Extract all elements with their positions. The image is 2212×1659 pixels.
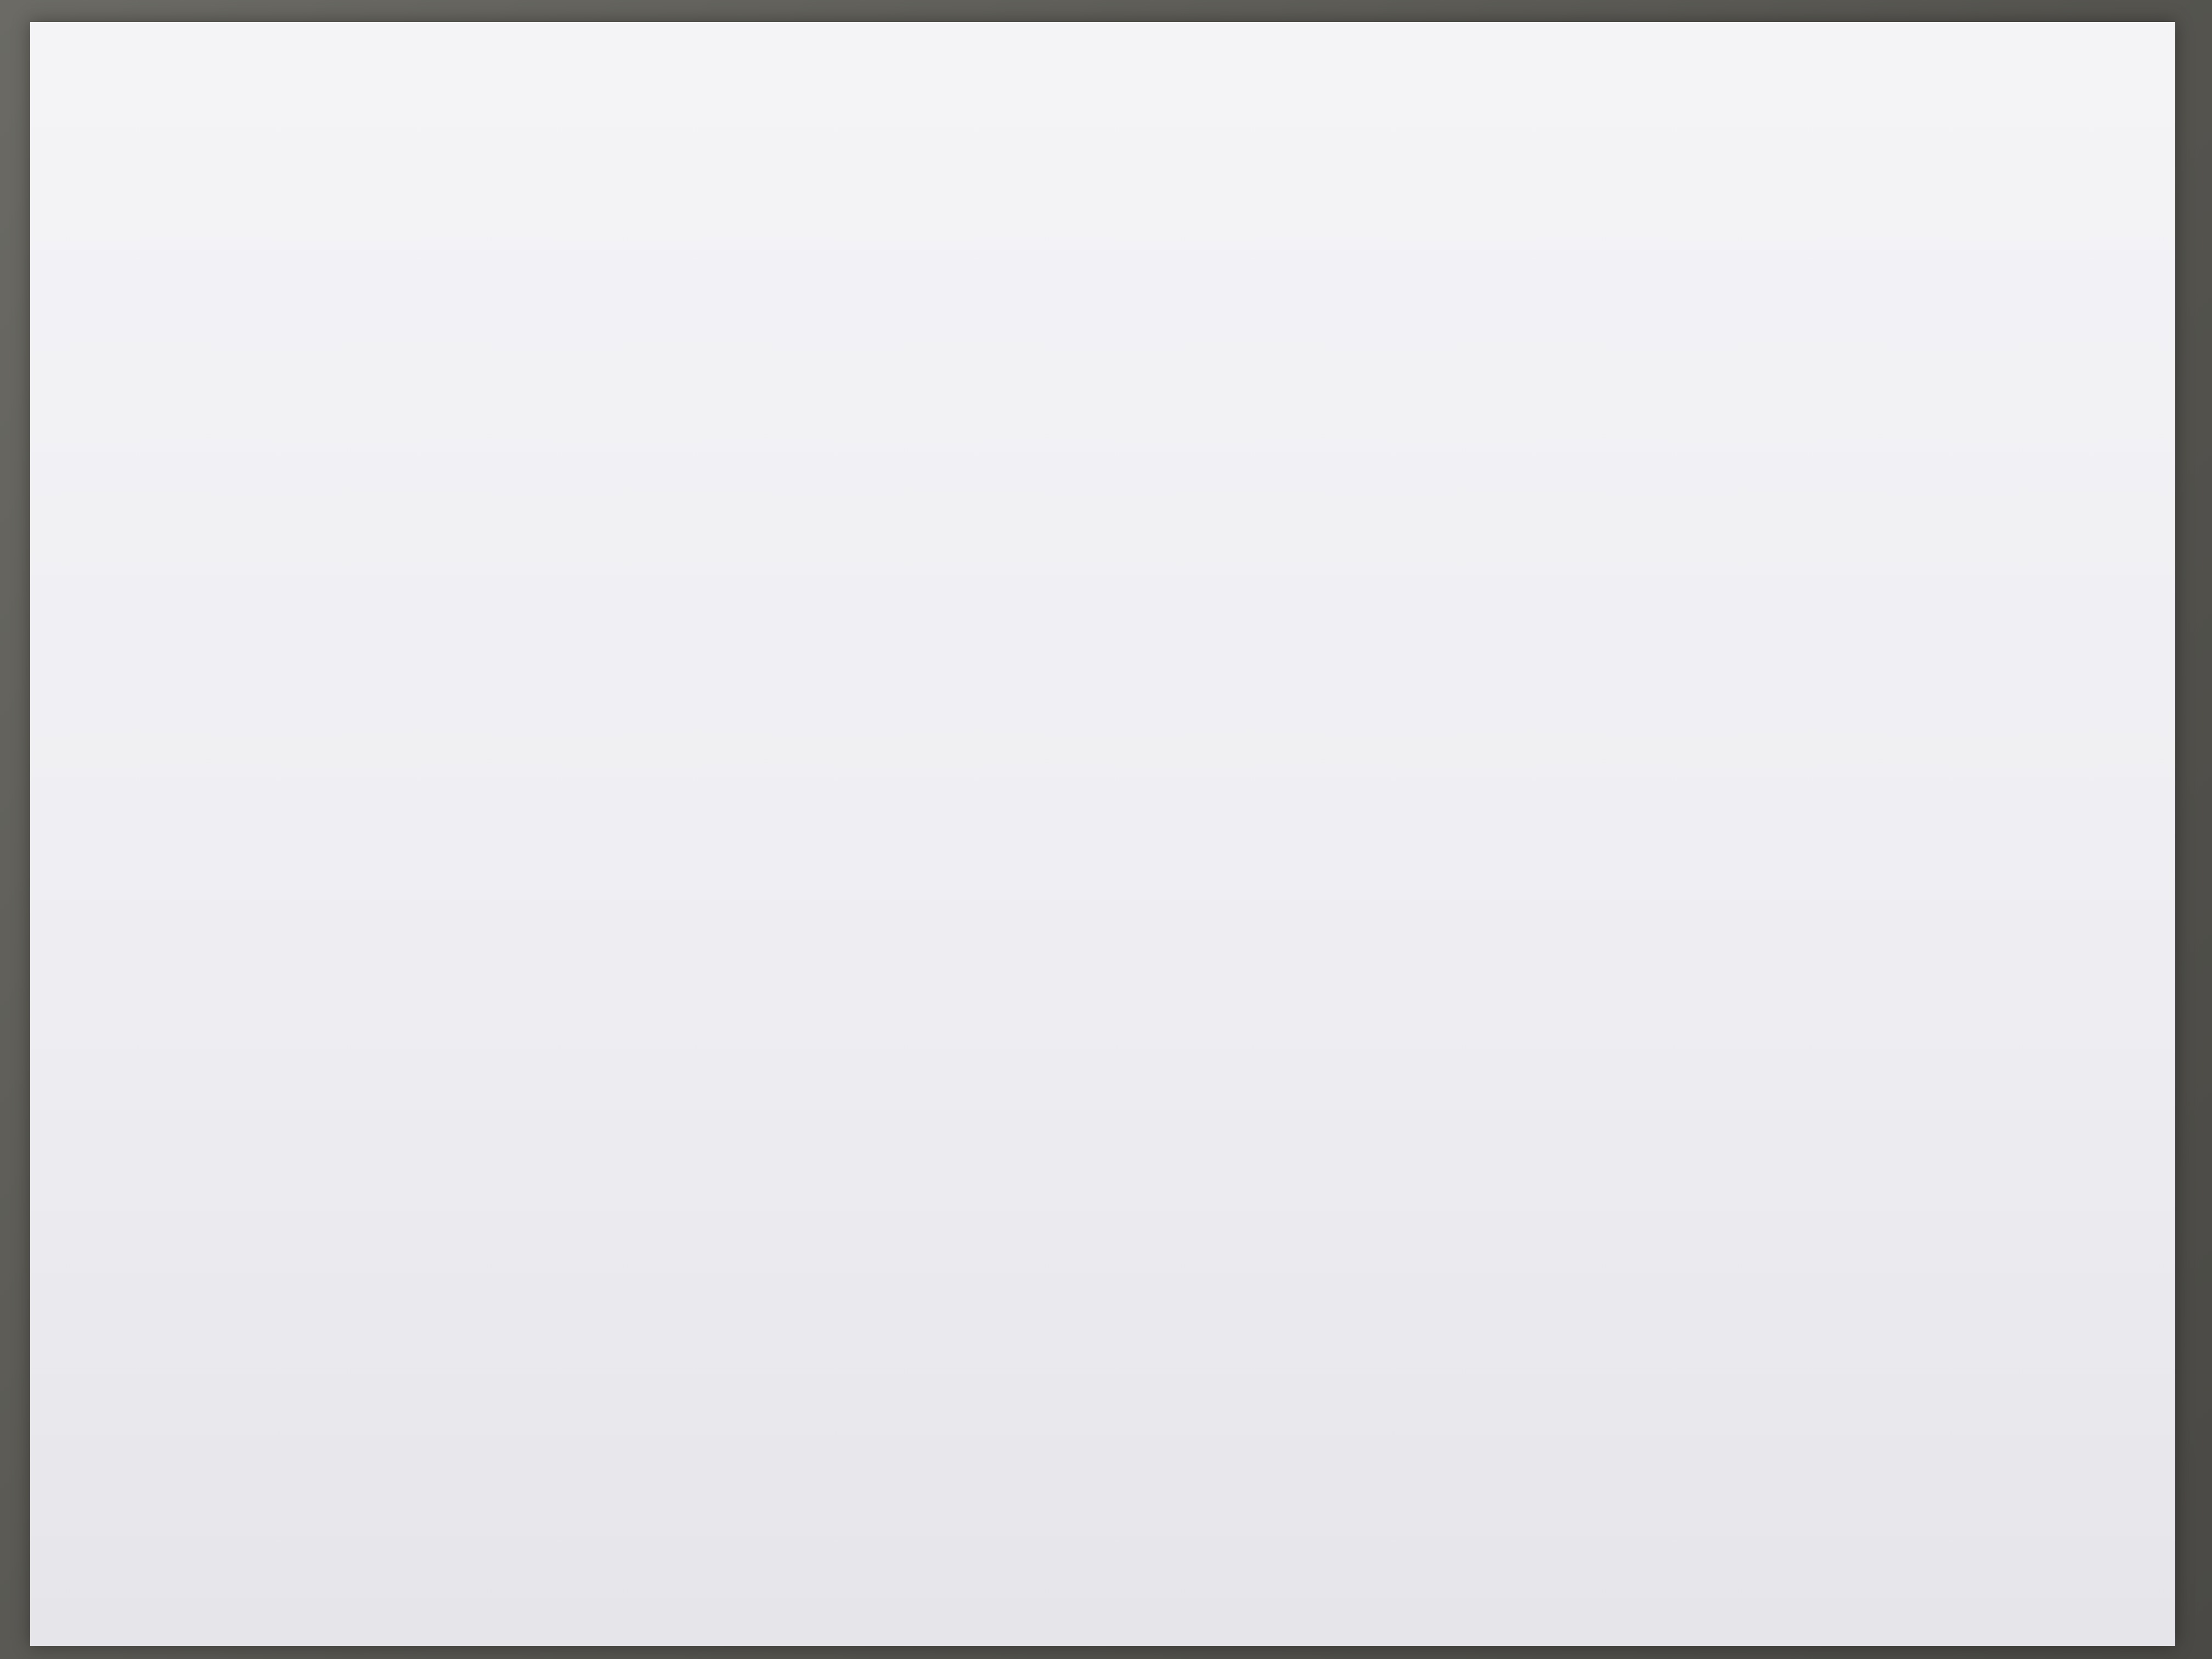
paper-sheet [30, 22, 2175, 1646]
